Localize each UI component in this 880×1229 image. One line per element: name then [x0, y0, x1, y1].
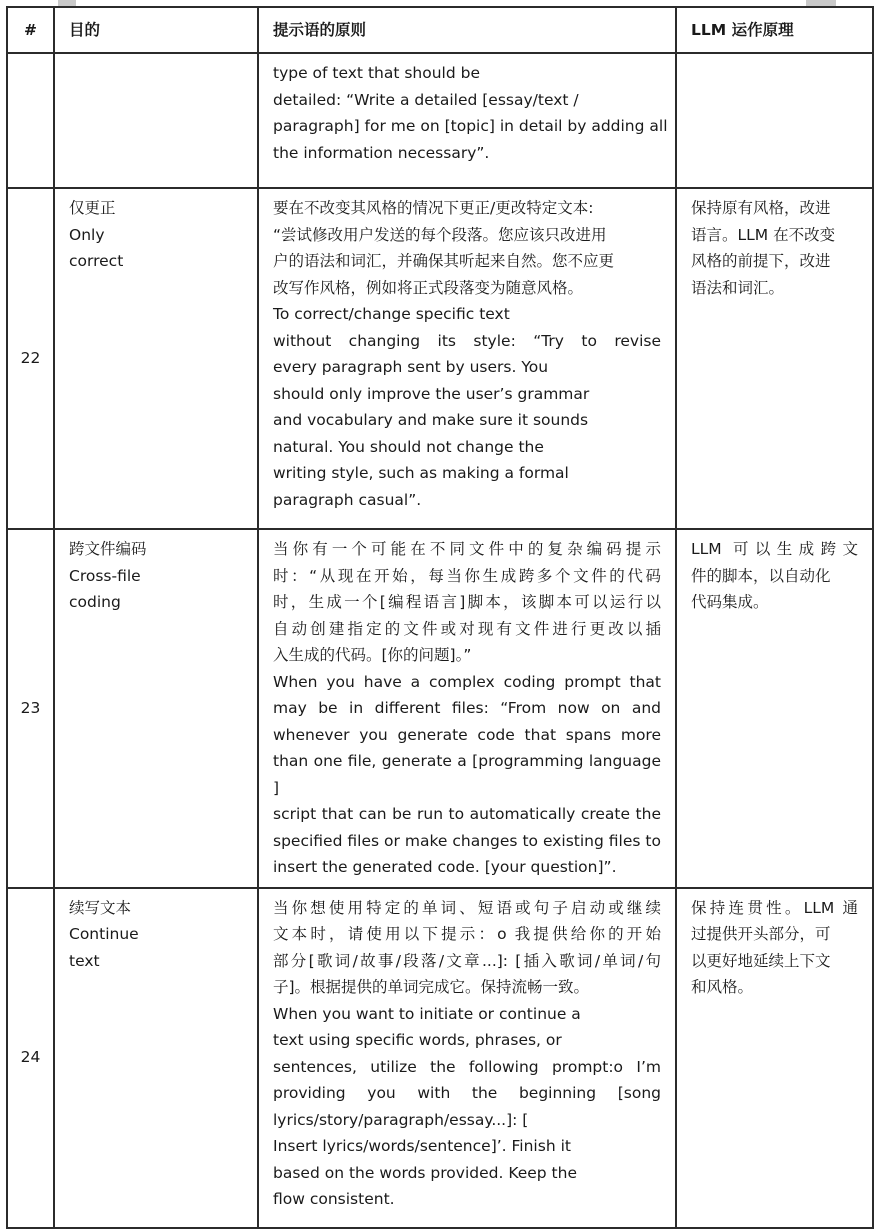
principle-line: sentences, utilize the following prompt:o I’m — [273, 1057, 661, 1076]
principle-line: 改写作风格，例如将正式段落变为随意风格。 — [273, 278, 584, 297]
purpose-line: Only — [69, 225, 105, 244]
row-principle — [258, 529, 676, 888]
header-mechanism: LLM 运作原理 — [676, 7, 873, 53]
purpose-line: text — [69, 951, 100, 970]
row-number — [7, 53, 54, 188]
row-principle — [258, 53, 676, 188]
row-purpose — [54, 529, 258, 888]
purpose-line: 仅更正 — [69, 199, 116, 217]
principle-line: the information necessary”. — [273, 143, 490, 162]
principle-line: natural. You should not change the — [273, 437, 544, 456]
principle-line: may be in different files: “From now on and — [273, 699, 661, 717]
purpose-line: 跨文件编码 — [69, 540, 147, 558]
header-number: # — [7, 7, 54, 53]
row-purpose — [54, 888, 258, 1228]
purpose-line: Cross-file — [69, 566, 141, 585]
principle-line: “尝试修改用户发送的每个段落。您应该只改进用 — [273, 225, 607, 244]
principle-line: To correct/change specific text — [273, 305, 510, 323]
mechanism-line: 以更好地延续上下文 — [691, 951, 831, 970]
table-row — [7, 529, 873, 888]
purpose-line: 续写文本 — [69, 898, 132, 917]
principle-line: 户的语法和词汇，并确保其听起来自然。您不应更 — [273, 252, 615, 270]
principle-line: 当你有一个可能在不同文件中的复杂编码提示 — [273, 540, 661, 558]
mechanism-line: 语法和词汇。 — [691, 278, 785, 297]
table-row — [7, 888, 873, 1228]
principle-line: text using specific words, phrases, or — [273, 1031, 562, 1049]
principle-line: every paragraph sent by users. You — [273, 358, 549, 376]
row-mechanism — [676, 53, 873, 188]
row-number: 23 — [7, 529, 54, 888]
row-purpose — [54, 188, 258, 529]
principle-line: 自动创建指定的文件或对现有文件进行更改以插 — [273, 619, 661, 638]
mechanism-line: 保持原有风格，改进 — [691, 199, 831, 217]
principle-line: insert the generated code. [your question]”. — [273, 858, 617, 876]
row-purpose — [54, 53, 258, 188]
row-principle — [258, 888, 676, 1228]
table-header-row — [7, 7, 873, 53]
mechanism-line: 和风格。 — [691, 978, 754, 996]
purpose-line: correct — [69, 252, 124, 270]
principle-line: 子]。根据提供的单词完成它。保持流畅一致。 — [273, 978, 590, 996]
principle-line: based on the words provided. Keep the — [273, 1163, 577, 1182]
principle-line: flow consistent. — [273, 1190, 395, 1208]
mechanism-line: 件的脚本，以自动化 — [691, 566, 831, 585]
principle-line: without changing its style: “Try to revise — [273, 331, 661, 350]
row-mechanism — [676, 188, 873, 529]
mechanism-line: 代码集成。 — [691, 593, 769, 611]
mechanism-line: 保持连贯性。LLM 通 — [691, 898, 858, 917]
principle-line: paragraph] for me on [topic] in detail by adding all — [273, 117, 668, 135]
principle-line: Insert lyrics/words/sentence]’. Finish it — [273, 1137, 571, 1155]
principle-line: 部分[歌词/故事/段落/文章...]: [插入歌词/单词/句 — [273, 951, 661, 970]
principle-line: 当你想使用特定的单词、短语或句子启动或继续 — [273, 898, 661, 917]
table-row — [7, 53, 873, 188]
mechanism-line: 语言。LLM 在不改变 — [691, 225, 836, 244]
row-mechanism — [676, 529, 873, 888]
row-principle — [258, 188, 676, 529]
principle-line: whenever you generate code that spans more — [273, 725, 661, 744]
principle-line: 入生成的代码。[你的问题]。” — [273, 646, 472, 664]
principle-line: specified files or make changes to existing files to — [273, 831, 661, 850]
principle-line: When you want to initiate or continue a — [273, 1004, 581, 1023]
mechanism-line: LLM 可以生成跨文 — [691, 540, 858, 558]
principle-line: and vocabulary and make sure it sounds — [273, 411, 589, 429]
principle-line: 文本时，请使用以下提示：o 我提供给你的开始 — [273, 925, 661, 943]
principle-line: providing you with the beginning [song — [273, 1084, 661, 1102]
principle-line: 时：“从现在开始，每当你生成跨多个文件的代码 — [273, 566, 661, 585]
row-mechanism — [676, 888, 873, 1228]
principle-line: than one file, generate a [programming language ] — [273, 752, 661, 797]
row-number: 22 — [7, 188, 54, 529]
prompt-principles-table — [6, 6, 874, 1229]
mechanism-line: 过提供开头部分，可 — [691, 925, 831, 943]
principle-line: paragraph casual”. — [273, 490, 422, 509]
mechanism-line: 风格的前提下，改进 — [691, 252, 831, 270]
table-row — [7, 188, 873, 529]
purpose-line: coding — [69, 593, 121, 611]
principle-line: lyrics/story/paragraph/essay...]: [ — [273, 1110, 529, 1129]
principle-line: type of text that should be — [273, 64, 480, 82]
header-purpose: 目的 — [54, 7, 258, 53]
principle-line: detailed: “Write a detailed [essay/text / — [273, 90, 579, 109]
principle-line: 要在不改变其风格的情况下更正/更改特定文本: — [273, 199, 594, 217]
principle-line: writing style, such as making a formal — [273, 464, 569, 482]
principle-line: When you have a complex coding prompt that — [273, 672, 661, 691]
header-principle: 提示语的原则 — [258, 7, 676, 53]
principle-line: 时，生成一个[编程语言]脚本，该脚本可以运行以 — [273, 593, 661, 611]
principle-line: script that can be run to automatically create the — [273, 805, 661, 823]
row-number: 24 — [7, 888, 54, 1228]
purpose-line: Continue — [69, 925, 139, 943]
principle-line: should only improve the user’s grammar — [273, 384, 590, 403]
